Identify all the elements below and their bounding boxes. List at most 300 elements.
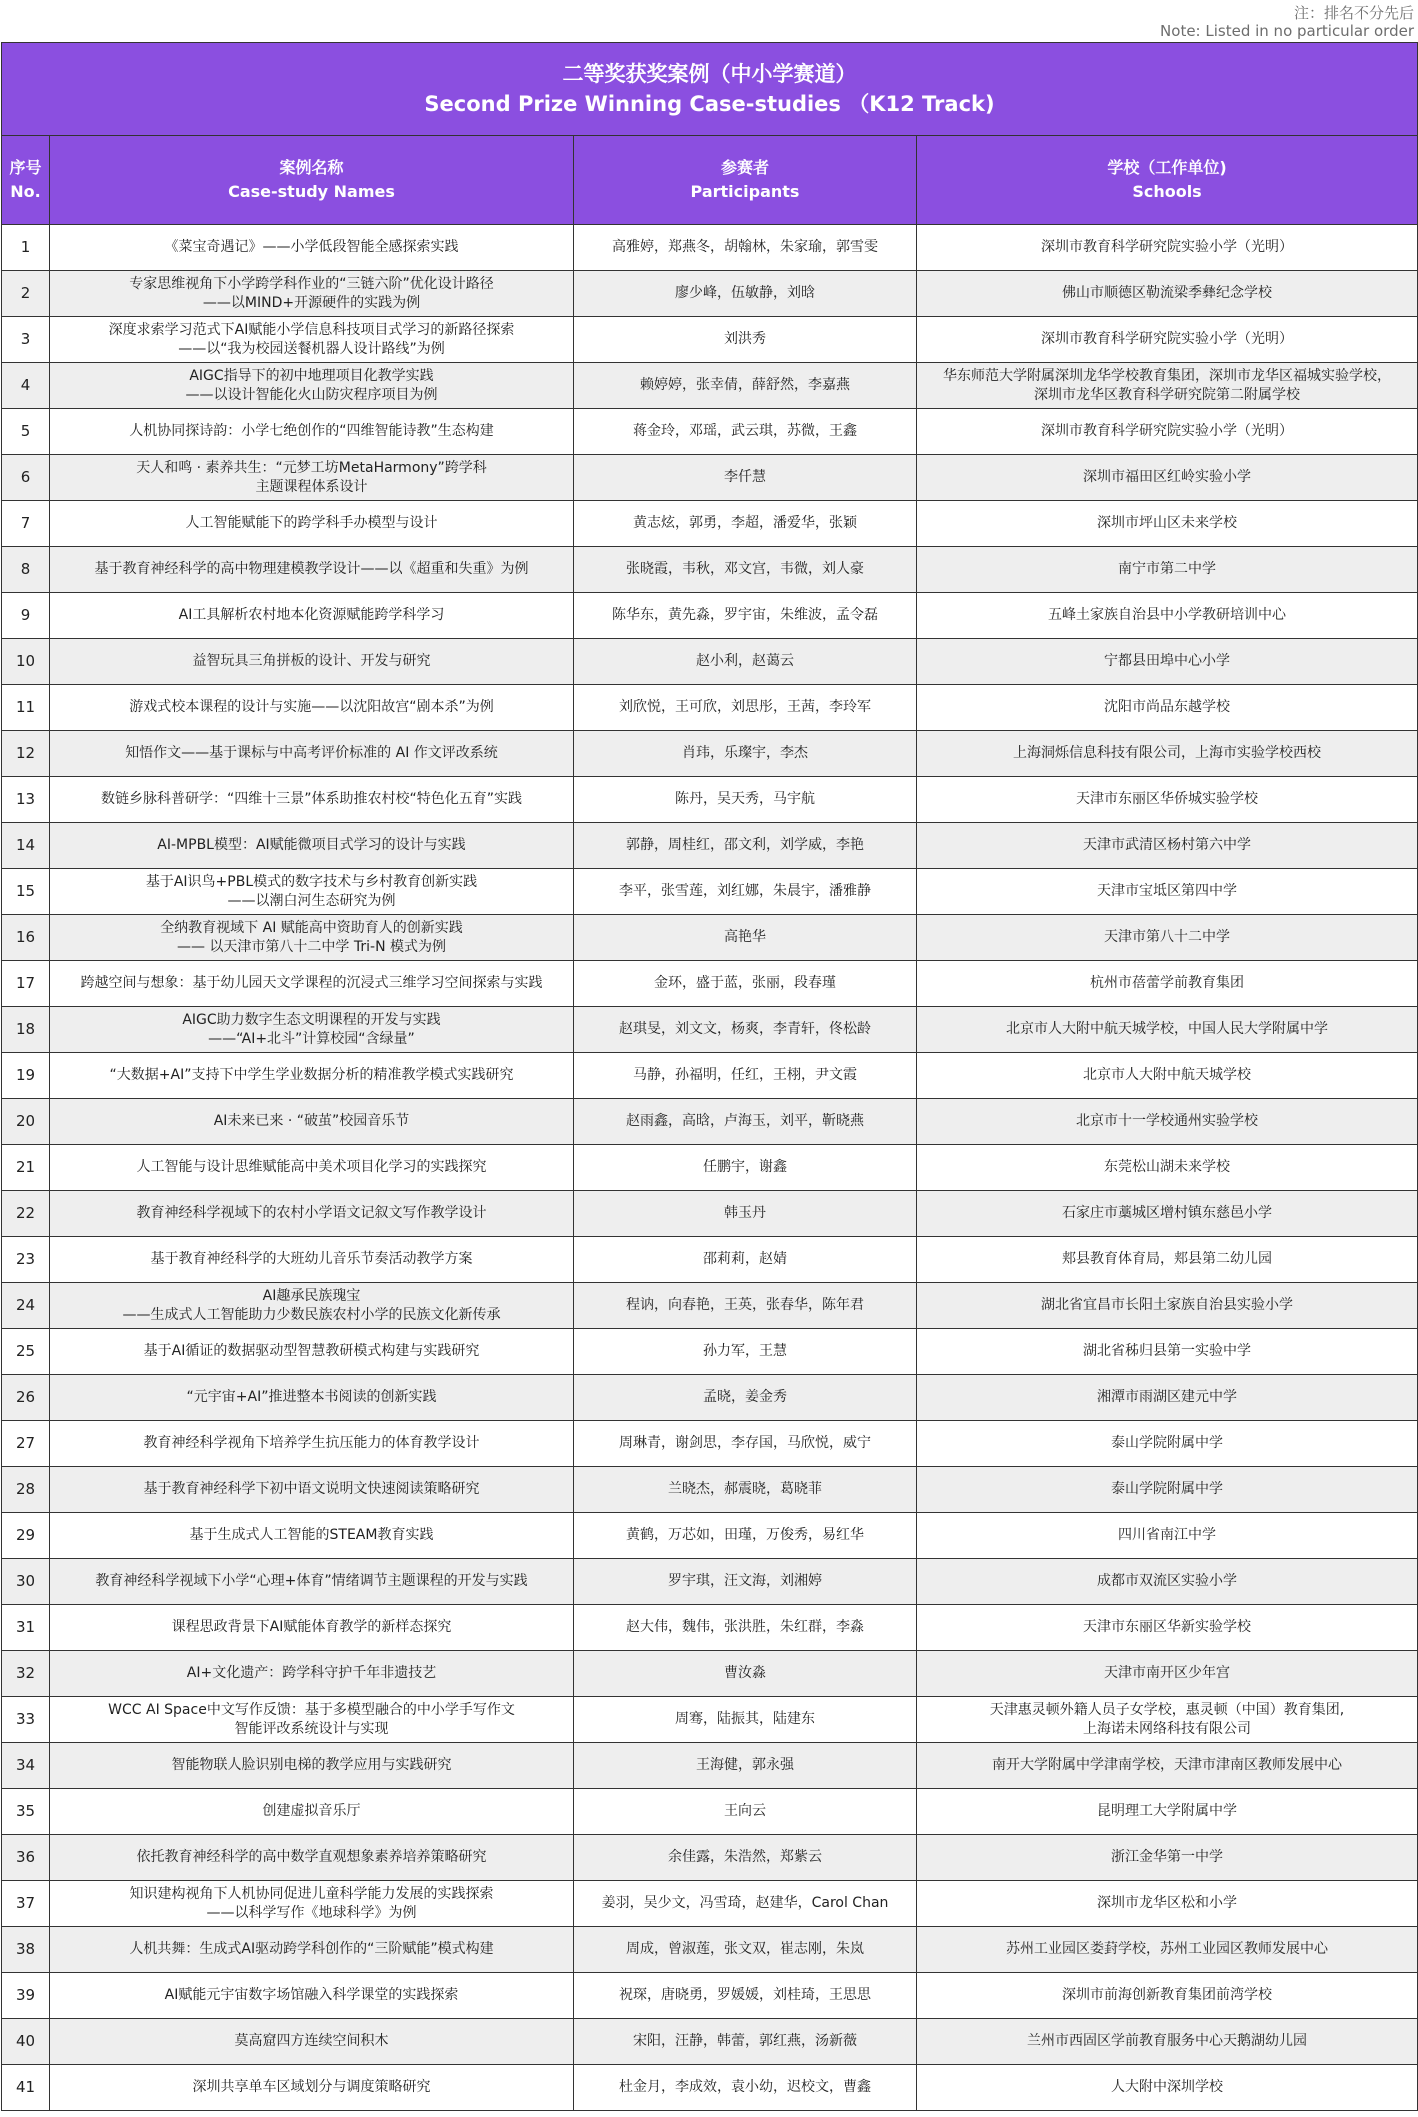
row-number: 37 (2, 1881, 50, 1927)
participants-line: 廖少峰，伍敏静，刘晗 (675, 285, 815, 301)
participants-cell (574, 455, 917, 501)
participants-cell (574, 2065, 917, 2111)
school-line: 石家庄市藁城区增村镇东慈邑小学 (1062, 1205, 1272, 1221)
case-name-line: 基于AI识鸟+PBL模式的数字技术与乡村教育创新实践 (145, 873, 478, 890)
participants-line: 张晓霞，韦秋，邓文宫，韦微，刘人豪 (626, 561, 864, 577)
school-line: 深圳市教育科学研究院实验小学（光明） (1041, 239, 1293, 255)
participants-cell (574, 731, 917, 777)
case-name-cell (50, 409, 574, 455)
school-cell (917, 455, 1418, 501)
school-cell (917, 1329, 1418, 1375)
school-cell (917, 1191, 1418, 1237)
school-cell (917, 501, 1418, 547)
row-number: 31 (2, 1605, 50, 1651)
table-row (2, 1099, 1418, 1145)
participants-line: 周成，曾淑莲，张文双，崔志刚，朱岚 (626, 1941, 864, 1957)
school-line: 天津市宝坻区第四中学 (1097, 883, 1237, 899)
participants-line: 周琳青，谢剑思，李存国，马欣悦，威宁 (619, 1435, 871, 1451)
table-row (2, 731, 1418, 777)
case-name-cell (50, 455, 574, 501)
participants-cell (574, 1237, 917, 1283)
row-number: 18 (2, 1007, 50, 1053)
participants-line: 陈华东，黄先淼，罗宇宙，朱维波，孟令磊 (612, 607, 878, 623)
participants-line: 刘欣悦，王可欣，刘思彤，王茜，李玲军 (619, 699, 871, 715)
school-line: 昆明理工大学附属中学 (1097, 1803, 1237, 1819)
participants-line: 周骞，陆振其，陆建东 (675, 1711, 815, 1727)
title-row (2, 43, 1418, 136)
table-row (2, 363, 1418, 409)
school-line: 沈阳市尚品东越学校 (1104, 699, 1230, 715)
table-row (2, 225, 1418, 271)
case-name-cell (50, 1605, 574, 1651)
row-number: 7 (2, 501, 50, 547)
table-title (2, 43, 1418, 136)
row-number: 8 (2, 547, 50, 593)
table-row (2, 1881, 1418, 1927)
case-name-line: ——生成式人工智能助力少数民族农村小学的民族文化新传承 (122, 1306, 501, 1323)
case-name-line: 基于教育神经科学的大班幼儿音乐节奏活动教学方案 (150, 1251, 473, 1267)
table-row (2, 1375, 1418, 1421)
case-name-line: “大数据+AI”支持下中学生学业数据分析的精准教学模式实践研究 (109, 1067, 514, 1083)
school-cell (917, 1375, 1418, 1421)
school-cell (917, 1007, 1418, 1053)
participants-line: 马静，孙福明，任红，王栩，尹文霞 (633, 1067, 857, 1083)
row-number: 40 (2, 2019, 50, 2065)
participants-cell (574, 1375, 917, 1421)
school-line: 湖北省宜昌市长阳土家族自治县实验小学 (1041, 1297, 1293, 1313)
participants-cell (574, 1421, 917, 1467)
table-row (2, 685, 1418, 731)
school-line: 天津市东丽区华侨城实验学校 (1076, 791, 1258, 807)
case-name-cell (50, 1145, 574, 1191)
header-schools (917, 136, 1418, 225)
row-number: 22 (2, 1191, 50, 1237)
header-case-zh: 案例名称 (279, 158, 344, 177)
participants-cell (574, 1973, 917, 2019)
header-case-en: Case-study Names (228, 182, 395, 201)
participants-line: 李平，张雪莲，刘红娜，朱晨宇，潘雅静 (619, 883, 871, 899)
school-cell (917, 547, 1418, 593)
header-no-en: No. (10, 182, 41, 201)
school-line: 天津市第八十二中学 (1104, 929, 1230, 945)
case-name-line: AI工具解析农村地本化资源赋能跨学科学习 (178, 607, 445, 623)
participants-line: 赖婷婷，张幸倩，薛舒然，李嘉燕 (640, 377, 850, 393)
school-cell (917, 363, 1418, 409)
school-line: 北京市人大附中航天城学校，中国人民大学附属中学 (1006, 1021, 1328, 1037)
table-row (2, 1283, 1418, 1329)
case-name-cell (50, 1099, 574, 1145)
school-cell (917, 1927, 1418, 1973)
case-name-line: ——以MIND+开源硬件的实践为例 (202, 294, 421, 311)
school-line: 北京市十一学校通州实验学校 (1076, 1113, 1258, 1129)
row-number: 33 (2, 1697, 50, 1743)
participants-cell (574, 1651, 917, 1697)
case-name-cell (50, 1651, 574, 1697)
case-name-line: —— 以天津市第八十二中学 Tri-N 模式为例 (176, 938, 446, 955)
school-line: 湖北省秭归县第一实验中学 (1083, 1343, 1251, 1359)
participants-line: 陈丹，吴天秀，马宇航 (675, 791, 815, 807)
case-name-cell (50, 731, 574, 777)
table-row (2, 593, 1418, 639)
school-cell (917, 593, 1418, 639)
title-en: Second Prize Winning Case-studies （K12 Track) (424, 92, 995, 116)
school-line: 五峰土家族自治县中小学教研培训中心 (1048, 607, 1286, 623)
table-row (2, 1329, 1418, 1375)
case-name-cell (50, 317, 574, 363)
case-name-cell (50, 271, 574, 317)
case-name-line: “元宇宙+AI”推进整本书阅读的创新实践 (186, 1389, 437, 1405)
table-row (2, 455, 1418, 501)
table-row (2, 1513, 1418, 1559)
school-cell (917, 915, 1418, 961)
case-name-cell (50, 1881, 574, 1927)
school-cell (917, 317, 1418, 363)
case-name-cell (50, 1421, 574, 1467)
table-row (2, 869, 1418, 915)
school-cell (917, 2019, 1418, 2065)
case-name-line: ——以“我为校园送餐机器人设计路线”为例 (178, 340, 445, 357)
header-participants-zh: 参赛者 (720, 158, 769, 177)
table-body (2, 225, 1418, 2111)
participants-cell (574, 1789, 917, 1835)
case-name-line: 依托教育神经科学的高中数学直观想象素养培养策略研究 (136, 1849, 487, 1865)
row-number: 32 (2, 1651, 50, 1697)
school-line: 深圳市教育科学研究院实验小学（光明） (1041, 423, 1293, 439)
participants-cell (574, 2019, 917, 2065)
school-cell (917, 1237, 1418, 1283)
school-cell (917, 2065, 1418, 2111)
school-cell (917, 685, 1418, 731)
participants-cell (574, 409, 917, 455)
header-participants (574, 136, 917, 225)
participants-cell (574, 1605, 917, 1651)
header-row (2, 136, 1418, 225)
school-cell (917, 1697, 1418, 1743)
row-number: 11 (2, 685, 50, 731)
case-name-cell (50, 225, 574, 271)
case-name-cell (50, 1237, 574, 1283)
case-name-cell (50, 961, 574, 1007)
case-name-cell (50, 1283, 574, 1329)
school-line: 杭州市蓓蕾学前教育集团 (1090, 975, 1244, 991)
case-name-line: 教育神经科学视域下小学“心理+体育”情绪调节主题课程的开发与实践 (95, 1573, 528, 1589)
table-row (2, 823, 1418, 869)
case-name-cell (50, 1559, 574, 1605)
school-line: 上海洞烁信息科技有限公司，上海市实验学校西校 (1013, 745, 1321, 761)
case-name-line: AI赋能元宇宙数字场馆融入科学课堂的实践探索 (164, 1987, 459, 2003)
row-number: 4 (2, 363, 50, 409)
header-participants-en: Participants (690, 182, 800, 201)
case-name-line: ——以潮白河生态研究为例 (227, 892, 396, 909)
case-name-cell (50, 1191, 574, 1237)
case-name-cell (50, 1329, 574, 1375)
table-row (2, 1973, 1418, 2019)
school-cell (917, 225, 1418, 271)
school-cell (917, 1651, 1418, 1697)
participants-line: 余佳露，朱浩然，郑紫云 (668, 1849, 822, 1865)
case-name-line: 基于教育神经科学的高中物理建模教学设计——以《超重和失重》为例 (94, 561, 529, 577)
row-number: 21 (2, 1145, 50, 1191)
row-number: 34 (2, 1743, 50, 1789)
table-row (2, 317, 1418, 363)
note-zh: 注：排名不分先后 (1293, 4, 1414, 22)
school-cell (917, 1053, 1418, 1099)
school-cell (917, 271, 1418, 317)
row-number: 36 (2, 1835, 50, 1881)
case-name-line: AI趣承民族瑰宝 (262, 1287, 361, 1304)
case-name-cell (50, 915, 574, 961)
row-number: 14 (2, 823, 50, 869)
participants-cell (574, 1835, 917, 1881)
participants-cell (574, 593, 917, 639)
title-zh: 二等奖获奖案例（中小学赛道） (562, 62, 857, 86)
school-cell (917, 869, 1418, 915)
participants-cell (574, 1007, 917, 1053)
header-no-zh: 序号 (9, 158, 42, 177)
header-schools-zh: 学校（工作单位) (1107, 158, 1227, 177)
case-name-cell (50, 1789, 574, 1835)
school-line: 南开大学附属中学津南学校，天津市津南区教师发展中心 (992, 1757, 1342, 1773)
header-no (2, 136, 50, 225)
participants-cell (574, 639, 917, 685)
school-line: 泰山学院附属中学 (1111, 1435, 1223, 1451)
case-name-cell (50, 869, 574, 915)
school-line: 深圳市龙华区教育科学研究院第二附属学校 (1034, 386, 1300, 403)
participants-cell (574, 501, 917, 547)
table-row (2, 547, 1418, 593)
school-line: 上海诺未网络科技有限公司 (1083, 1720, 1251, 1737)
school-line: 四川省南江中学 (1118, 1527, 1216, 1543)
case-name-cell (50, 1697, 574, 1743)
participants-line: 高艳华 (724, 929, 766, 945)
school-line: 深圳市福田区红岭实验小学 (1083, 469, 1251, 485)
participants-line: 李仟慧 (724, 469, 766, 485)
school-line: 南宁市第二中学 (1118, 561, 1216, 577)
table-row (2, 639, 1418, 685)
case-name-cell (50, 593, 574, 639)
case-name-cell (50, 823, 574, 869)
case-name-line: 智能物联人脸识别电梯的教学应用与实践研究 (171, 1757, 452, 1773)
participants-cell (574, 317, 917, 363)
table-row (2, 409, 1418, 455)
case-name-line: 莫高窟四方连续空间积木 (234, 2033, 389, 2049)
row-number: 23 (2, 1237, 50, 1283)
case-name-cell (50, 1375, 574, 1421)
case-name-line: 知悟作文——基于课标与中高考评价标准的 AI 作文评改系统 (125, 745, 498, 761)
school-cell (917, 1467, 1418, 1513)
participants-cell (574, 1927, 917, 1973)
participants-line: 王海健，郭永强 (696, 1757, 794, 1773)
case-name-cell (50, 547, 574, 593)
school-line: 天津市南开区少年宫 (1104, 1665, 1230, 1681)
table-row (2, 1789, 1418, 1835)
row-number: 16 (2, 915, 50, 961)
school-cell (917, 1283, 1418, 1329)
participants-cell (574, 1743, 917, 1789)
case-name-line: AI+文化遗产：跨学科守护千年非遗技艺 (186, 1665, 437, 1681)
participants-line: 黄鹤，万芯如，田瑾，万俊秀，易红华 (626, 1527, 864, 1543)
participants-cell (574, 777, 917, 823)
case-name-line: 益智玩具三角拼板的设计、开发与研究 (192, 653, 431, 669)
school-cell (917, 1099, 1418, 1145)
participants-cell (574, 869, 917, 915)
case-name-line: AI未来已来 · “破茧”校园音乐节 (213, 1113, 410, 1129)
note-en: Note: Listed in no particular order (1160, 22, 1414, 40)
case-name-cell (50, 1467, 574, 1513)
case-name-cell (50, 1973, 574, 2019)
case-name-line: 人工智能与设计思维赋能高中美术项目化学习的实践探究 (136, 1159, 487, 1175)
row-number: 39 (2, 1973, 50, 2019)
row-number: 12 (2, 731, 50, 777)
row-number: 3 (2, 317, 50, 363)
row-number: 28 (2, 1467, 50, 1513)
table-row (2, 1927, 1418, 1973)
header-schools-en: Schools (1132, 182, 1202, 201)
participants-line: 曹汝淼 (724, 1665, 766, 1681)
school-line: 深圳市教育科学研究院实验小学（光明） (1041, 331, 1293, 347)
case-name-line: 智能评改系统设计与实现 (234, 1720, 389, 1737)
table-row (2, 1237, 1418, 1283)
school-cell (917, 1145, 1418, 1191)
participants-line: 邵莉莉，赵婧 (703, 1251, 787, 1267)
participants-cell (574, 1467, 917, 1513)
case-name-line: 跨越空间与想象：基于幼儿园天文学课程的沉浸式三维学习空间探索与实践 (80, 975, 543, 991)
case-name-cell (50, 2065, 574, 2111)
case-name-line: ——以设计智能化火山防灾程序项目为例 (185, 386, 438, 403)
school-cell (917, 1743, 1418, 1789)
participants-line: 黄志炫，郭勇，李超，潘爱华，张颖 (633, 515, 857, 531)
participants-line: 赵大伟，魏伟，张洪胜，朱红群，李淼 (626, 1619, 864, 1635)
table-row (2, 1191, 1418, 1237)
table-row (2, 915, 1418, 961)
table-row (2, 1145, 1418, 1191)
participants-cell (574, 1145, 917, 1191)
school-line: 天津市武清区杨村第六中学 (1083, 837, 1251, 853)
participants-line: 赵琪旻，刘文文，杨爽，李青轩，佟松龄 (619, 1021, 871, 1037)
table-row (2, 1835, 1418, 1881)
row-number: 24 (2, 1283, 50, 1329)
case-name-line: WCC AI Space中文写作反馈：基于多模型融合的中小学手写作文 (108, 1701, 515, 1718)
header-case (50, 136, 574, 225)
participants-line: 赵小利，赵蔼云 (696, 653, 794, 669)
school-cell (917, 1789, 1418, 1835)
row-number: 41 (2, 2065, 50, 2111)
table-row (2, 1651, 1418, 1697)
case-name-cell (50, 1007, 574, 1053)
table-row (2, 961, 1418, 1007)
school-cell (917, 777, 1418, 823)
participants-cell (574, 363, 917, 409)
participants-cell (574, 1881, 917, 1927)
school-cell (917, 731, 1418, 777)
school-line: 人大附中深圳学校 (1111, 2079, 1223, 2095)
school-line: 泰山学院附属中学 (1111, 1481, 1223, 1497)
case-name-cell (50, 501, 574, 547)
case-name-line: ——“AI+北斗”计算校园“含绿量” (208, 1030, 415, 1047)
case-name-line: 天人和鸣 · 素养共生：“元梦工坊MetaHarmony”跨学科 (136, 459, 487, 476)
row-number: 27 (2, 1421, 50, 1467)
participants-line: 郭静，周桂红，邵文利，刘学威，李艳 (626, 837, 864, 853)
case-name-line: 数链乡脉科普研学：“四维十三景”体系助推农村校“特色化五育”实践 (100, 791, 522, 807)
participants-line: 杜金月，李成效，袁小幼，迟校文，曹鑫 (619, 2079, 871, 2095)
case-name-line: 游戏式校本课程的设计与实施——以沈阳故宫“剧本杀”为例 (129, 699, 494, 715)
participants-cell (574, 685, 917, 731)
case-name-cell (50, 685, 574, 731)
row-number: 15 (2, 869, 50, 915)
row-number: 30 (2, 1559, 50, 1605)
row-number: 25 (2, 1329, 50, 1375)
case-name-cell (50, 1513, 574, 1559)
case-name-line: AIGC助力数字生态文明课程的开发与实践 (182, 1011, 441, 1028)
case-name-line: 教育神经科学视角下培养学生抗压能力的体育教学设计 (143, 1435, 480, 1451)
case-name-cell (50, 1835, 574, 1881)
school-line: 北京市人大附中航天城学校 (1083, 1067, 1251, 1083)
participants-cell (574, 1559, 917, 1605)
participants-line: 程讷，向春艳，王英，张春华，陈年君 (626, 1297, 864, 1313)
row-number: 20 (2, 1099, 50, 1145)
table-row (2, 2065, 1418, 2111)
row-number: 1 (2, 225, 50, 271)
row-number: 35 (2, 1789, 50, 1835)
participants-cell (574, 1099, 917, 1145)
case-name-line: 知识建构视角下人机协同促进儿童科学能力发展的实践探索 (129, 1885, 494, 1902)
participants-line: 宋阳，汪静，韩蕾，郭红燕，汤新薇 (633, 2033, 857, 2049)
school-cell (917, 639, 1418, 685)
school-line: 深圳市前海创新教育集团前湾学校 (1062, 1987, 1272, 2003)
row-number: 29 (2, 1513, 50, 1559)
case-name-line: 《菜宝奇遇记》——小学低段智能全感探索实践 (164, 239, 459, 255)
row-number: 10 (2, 639, 50, 685)
school-line: 宁都县田埠中心小学 (1104, 653, 1230, 669)
table-row (2, 1053, 1418, 1099)
case-name-line: 专家思维视角下小学跨学科作业的“三链六阶”优化设计路径 (129, 275, 494, 292)
case-name-cell (50, 1927, 574, 1973)
row-number: 13 (2, 777, 50, 823)
school-line: 郏县教育体育局，郏县第二幼儿园 (1062, 1251, 1272, 1267)
school-cell (917, 1973, 1418, 2019)
participants-line: 韩玉丹 (724, 1205, 766, 1221)
case-name-line: 深圳共享单车区域划分与调度策略研究 (192, 2079, 431, 2095)
case-name-cell (50, 777, 574, 823)
participants-cell (574, 915, 917, 961)
case-name-line: 课程思政背景下AI赋能体育教学的新样态探究 (171, 1619, 452, 1635)
school-line: 华东师范大学附属深圳龙华学校教育集团，深圳市龙华区福城实验学校， (943, 367, 1391, 384)
participants-line: 肖玮，乐璨宇，李杰 (682, 745, 808, 761)
school-cell (917, 1605, 1418, 1651)
school-line: 天津市东丽区华新实验学校 (1083, 1619, 1251, 1635)
table-row (2, 2019, 1418, 2065)
case-name-line: 主题课程体系设计 (255, 478, 368, 495)
school-cell (917, 1881, 1418, 1927)
school-cell (917, 1513, 1418, 1559)
table-row (2, 1421, 1418, 1467)
row-number: 17 (2, 961, 50, 1007)
school-line: 深圳市龙华区松和小学 (1097, 1895, 1237, 1911)
participants-line: 兰晓杰，郝震晓，葛晓菲 (668, 1481, 822, 1497)
school-cell (917, 1835, 1418, 1881)
case-name-line: 深度求索学习范式下AI赋能小学信息科技项目式学习的新路径探索 (108, 321, 515, 338)
school-line: 浙江金华第一中学 (1111, 1849, 1223, 1865)
participants-line: 蒋金玲，邓瑶，武云琪，苏微，王鑫 (633, 423, 857, 439)
school-line: 东莞松山湖未来学校 (1104, 1159, 1230, 1175)
case-name-line: 教育神经科学视域下的农村小学语文记叙文写作教学设计 (136, 1205, 487, 1221)
table-row (2, 1605, 1418, 1651)
participants-cell (574, 823, 917, 869)
participants-cell (574, 1513, 917, 1559)
case-name-line: 人机共舞：生成式AI驱动跨学科创作的“三阶赋能”模式构建 (129, 1941, 494, 1957)
case-name-line: 全纳教育视域下 AI 赋能高中资助育人的创新实践 (160, 919, 463, 936)
school-line: 天津惠灵顿外籍人员子女学校，惠灵顿（中国）教育集团, (989, 1701, 1345, 1718)
